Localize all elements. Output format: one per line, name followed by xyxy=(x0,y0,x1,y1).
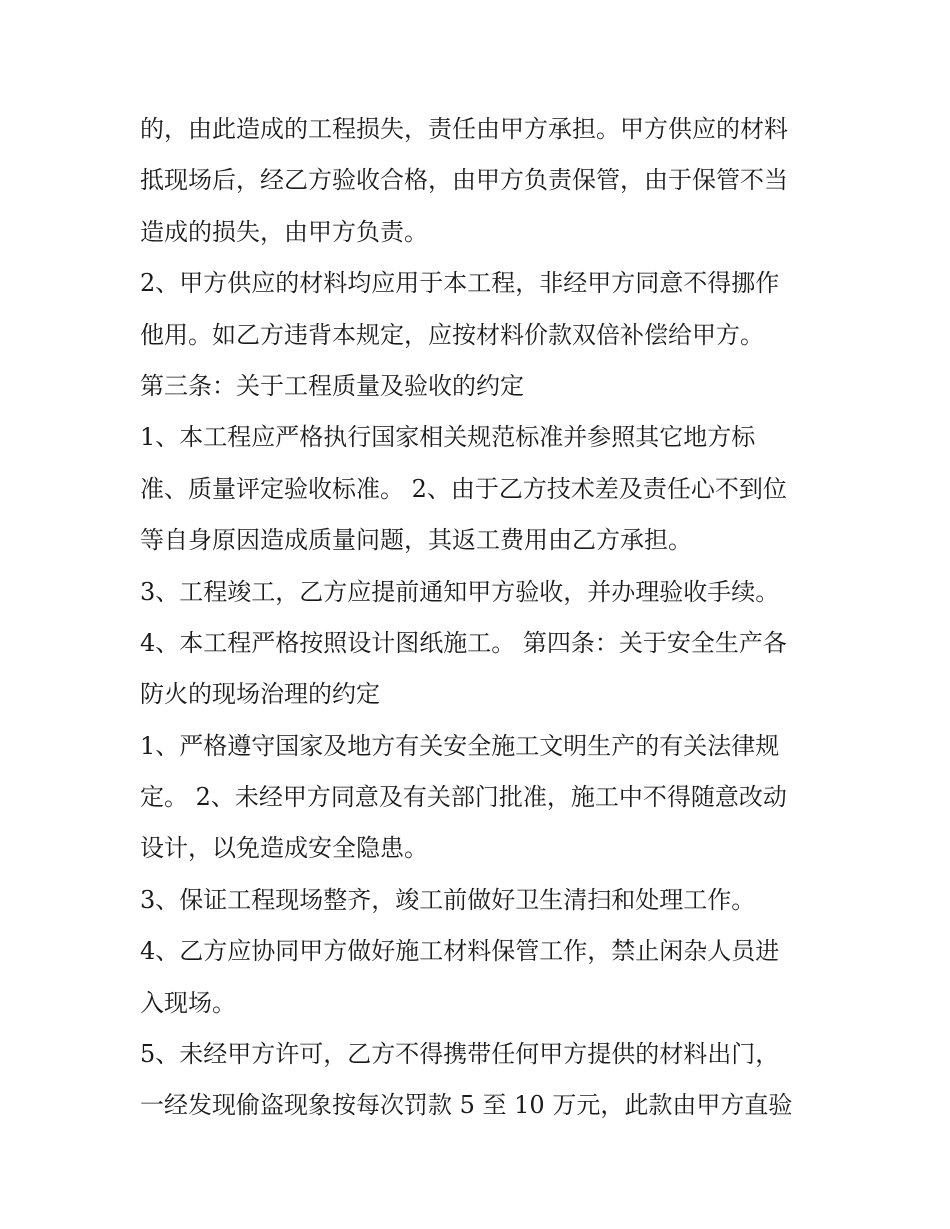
text-line: 3、保证工程现场整齐，竣工前做好卫生清扫和处理工作。 xyxy=(140,885,756,914)
text-line: 入现场。 xyxy=(140,988,236,1017)
text-line: 设计，以免造成安全隐患。 xyxy=(140,834,428,863)
document-body xyxy=(140,104,830,1132)
text-line: 1、严格遵守国家及地方有关安全施工文明生产的有关法律规 xyxy=(140,731,780,760)
text-line: 定。 2、未经甲方同意及有关部门批准，施工中不得随意改动 xyxy=(140,783,787,812)
text-line: 抵现场后，经乙方验收合格，由甲方负责保管，由于保管不当 xyxy=(140,166,788,195)
text-line: 5、未经甲方许可，乙方不得携带任何甲方提供的材料出门， xyxy=(140,1040,780,1069)
text-line: 准、质量评定验收标准。 2、由于乙方技术差及责任心不到位 xyxy=(140,474,787,503)
text-line: 一经发现偷盗现象按每次罚款 5 至 10 万元，此款由甲方直验 xyxy=(140,1091,793,1120)
text-line: 1、本工程应严格执行国家相关规范标准并参照其它地方标 xyxy=(140,423,756,452)
text-line: 4、本工程严格按照设计图纸施工。 第四条：关于安全生产各 xyxy=(140,628,787,657)
text-line: 4、乙方应协同甲方做好施工材料保管工作，禁止闲杂人员进 xyxy=(140,937,780,966)
text-line: 造成的损失，由甲方负责。 xyxy=(140,217,428,246)
section-heading: 第三条：关于工程质量及验收的约定 xyxy=(140,371,524,400)
text-line: 的，由此造成的工程损失，责任由甲方承担。甲方供应的材料 xyxy=(140,115,788,143)
text-line: 防火的现场治理的约定 xyxy=(140,680,380,709)
text-line: 等自身原因造成质量问题，其返工费用由乙方承担。 xyxy=(140,526,692,555)
text-line: 他用。如乙方违背本规定，应按材料价款双倍补偿给甲方。 xyxy=(140,320,764,349)
text-line: 3、工程竣工，乙方应提前通知甲方验收，并办理验收手续。 xyxy=(140,577,780,606)
text-line: 2、甲方供应的材料均应用于本工程，非经甲方同意不得挪作 xyxy=(140,269,780,298)
